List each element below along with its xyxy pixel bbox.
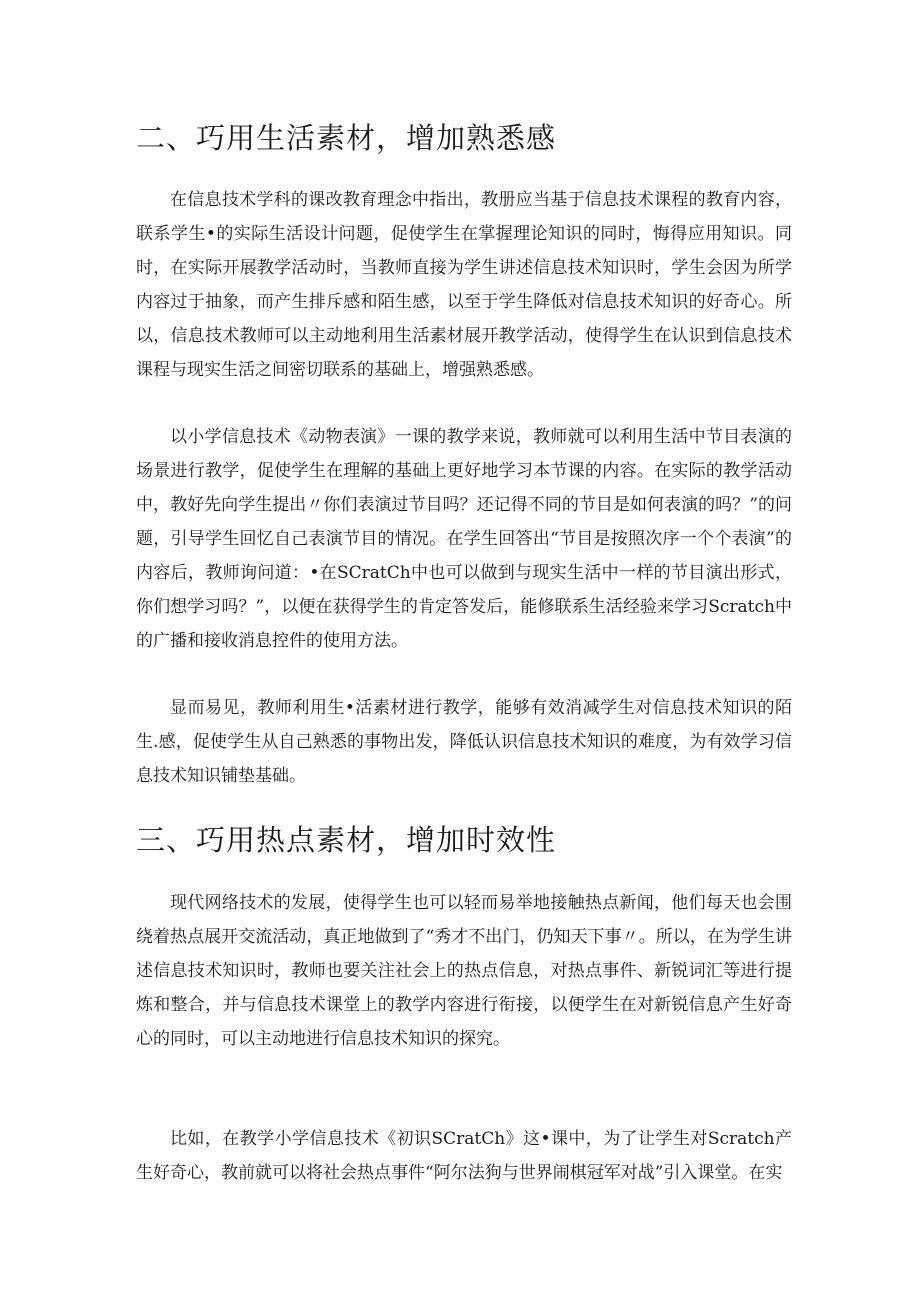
- paragraph: 在信息技术学科的课改教育理念中指出，教册应当基于信息技术课程的教育内容，联系学生•的实际生活设计问题，促使学生在掌握理论知识的同时，悔得应用知识。同时，在实际开展教学活动时，当教师直接为学生讲述信息技术知识时，学生会因为所学内容过于抽象，而产生排斥感和陌生感，以至于学生降低对信息技术知识的好奇心。所以，信息技术教师可以主动地利用生活素材展开教学活动，使得学生在认识到信息技术课程与现实生活之间密切联系的基础上，增强熟悉感。: [136, 190, 792, 380]
- paragraph: 以小学信息技术《动物表演》一课的教学来说，教师就可以利用生活中节目表演的场景进行教学，促使学生在理解的基础上更好地学习本节课的内容。在实际的教学活动中，教好先向学生提出〃你们表演过节目吗？还记得不同的节目是如何表演的吗？”的问题，引导学生回忆自己表演节目的情况。在学生回答出“节目是按照次序一个个表演”的内容后，教师询问道：•在SCratCh中也可以做到与现实生活中一样的节目演出形式，你们想学习吗？”，以便在获得学生的肯定答发后，能修联系生活经验来学习Scratch中的广播和接收消息控件的使用方法。: [136, 427, 792, 651]
- paragraph: 比如，在教学小学信息技术《初识SCratCh》这•课中，为了让学生对Scratch产生好奇心，教前就可以将社会热点事件“阿尔法狗与世界闹棋冠军对战”引入课堂。在实: [136, 1129, 792, 1183]
- paragraph: 显而易见，教师利用生•活素材进行教学，能够有效消减学生对信息技术知识的陌生.感，促使学生从自己熟悉的事物出发，降低认识信息技术知识的难度，为有效学习信息技术知识铺垫基础。: [136, 698, 792, 786]
- paragraph: 现代网络技术的发展，使得学生也可以轻而易举地接触热点新闻，他们每天也会围绕着热点展开交流活动，真正地做到了“秀才不出门，仍知天下事〃。所以，在为学生讲述信息技术知识时，教师也要关注社会上的热点信息，对热点事件、新锐词汇等进行提炼和整合，并与信息技术课堂上的教学内容进行衔接，以便学生在对新锐信息产生好奇心的同时，可以主动地进行信息技术知识的探究。: [136, 893, 792, 1049]
- section-heading-2: 二、巧用生活素材，增加熟悉感: [136, 121, 557, 155]
- section-heading-3: 三、巧用热点素材，增加时效性: [136, 823, 557, 857]
